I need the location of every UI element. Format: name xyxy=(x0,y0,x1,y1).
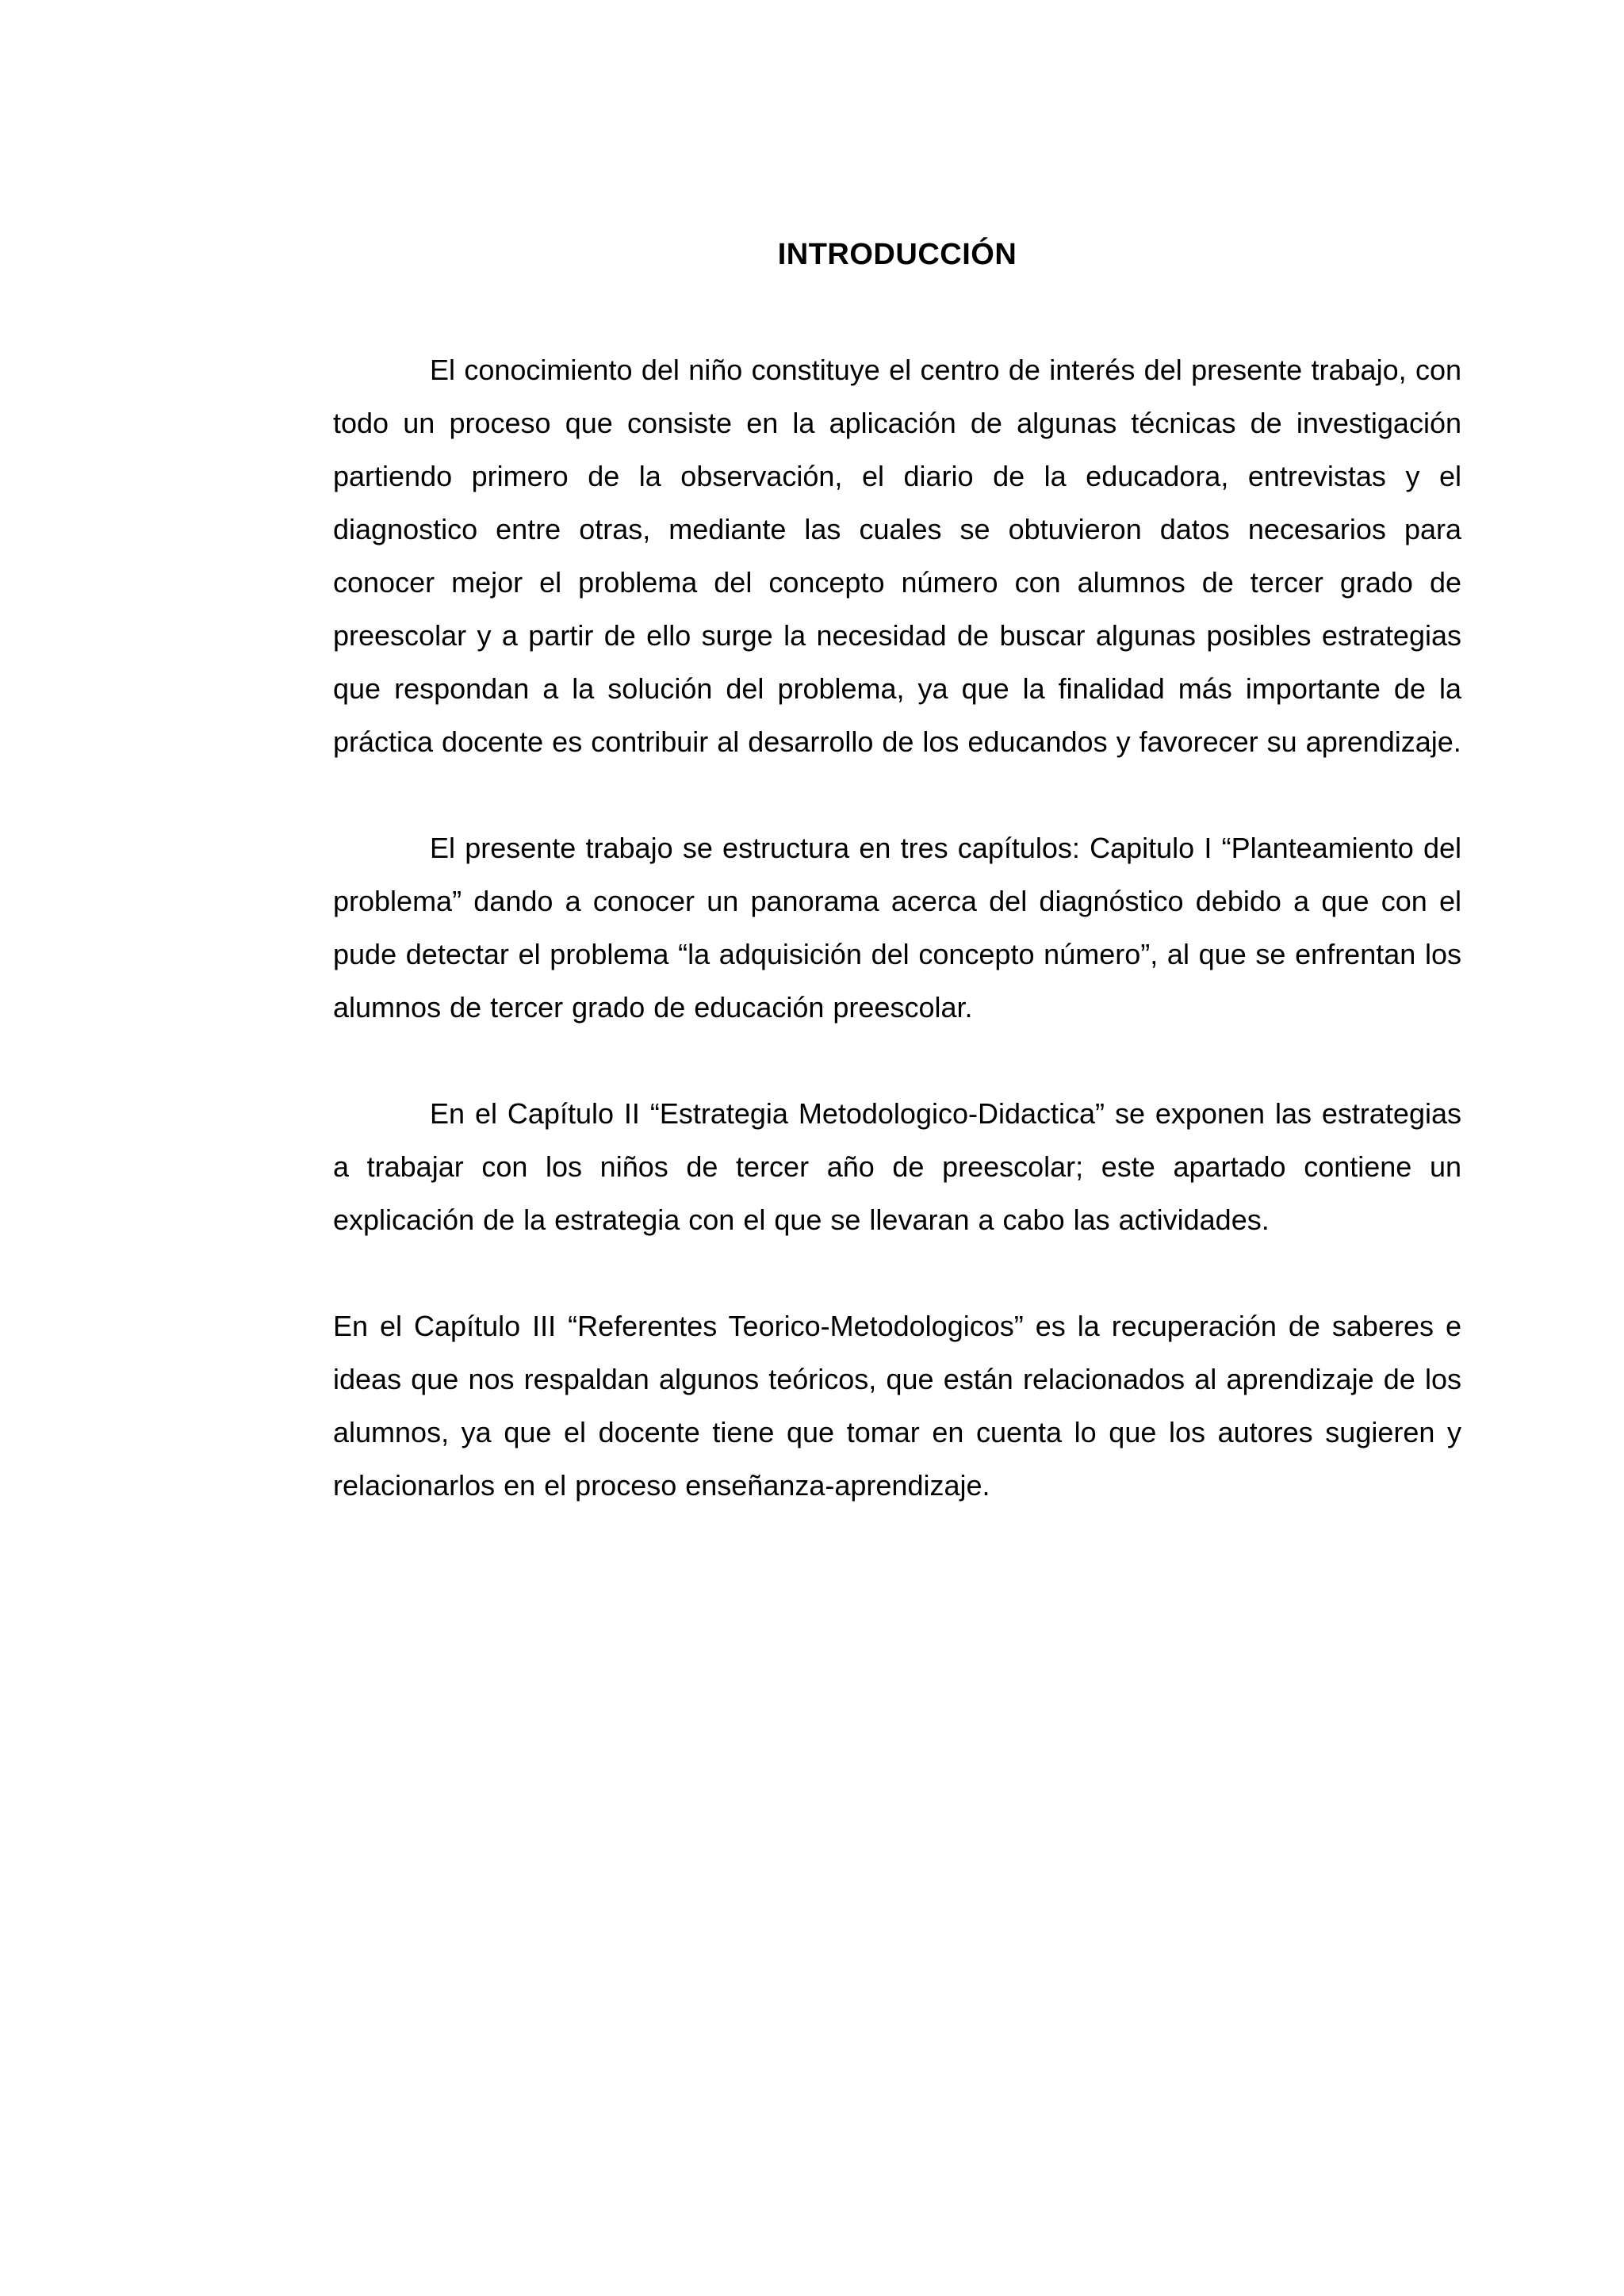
paragraph: En el Capítulo II “Estrategia Metodologico-Didactica” se exponen las estrategias a trabajar con los niños de tercer año de preescolar; este apartado contiene un explicación de la estrategia con el que se llevaran a cabo las actividades. xyxy=(333,1097,1461,1236)
paragraph: En el Capítulo III “Referentes Teorico-Metodologicos” es la recuperación de saberes e ideas que nos respaldan algunos teóricos, que están relacionados al aprendizaje de los alumnos, ya que el docente tiene que tomar en cuenta lo que los autores sugieren y relacionarlos en el proceso enseñanza-aprendizaje. xyxy=(333,1310,1461,1502)
page-title: INTRODUCCIÓN xyxy=(777,238,1017,271)
paragraph: El conocimiento del niño constituye el centro de interés del presente trabajo, con todo un proceso que consiste en la aplicación de algunas técnicas de investigación partiendo primero de la observación, el diario de la educadora, entrevistas y el diagnostico entre otras, mediante las cuales se obtuvieron datos necesarios para conocer mejor el problema del concepto número con alumnos de tercer grado de preescolar y a partir de ello surge la necesidad de buscar algunas posibles estrategias que respondan a la solución del problema, ya que la finalidad más importante de la práctica docente es contribuir al desarrollo de los educandos y favorecer su aprendizaje. xyxy=(333,354,1461,758)
paragraph: El presente trabajo se estructura en tres capítulos: Capitulo I “Planteamiento del problema” dando a conocer un panorama acerca del diagnóstico debido a que con el pude detectar el problema “la adquisición del concepto número”, al que se enfrentan los alumnos de tercer grado de educación preescolar. xyxy=(333,832,1461,1024)
